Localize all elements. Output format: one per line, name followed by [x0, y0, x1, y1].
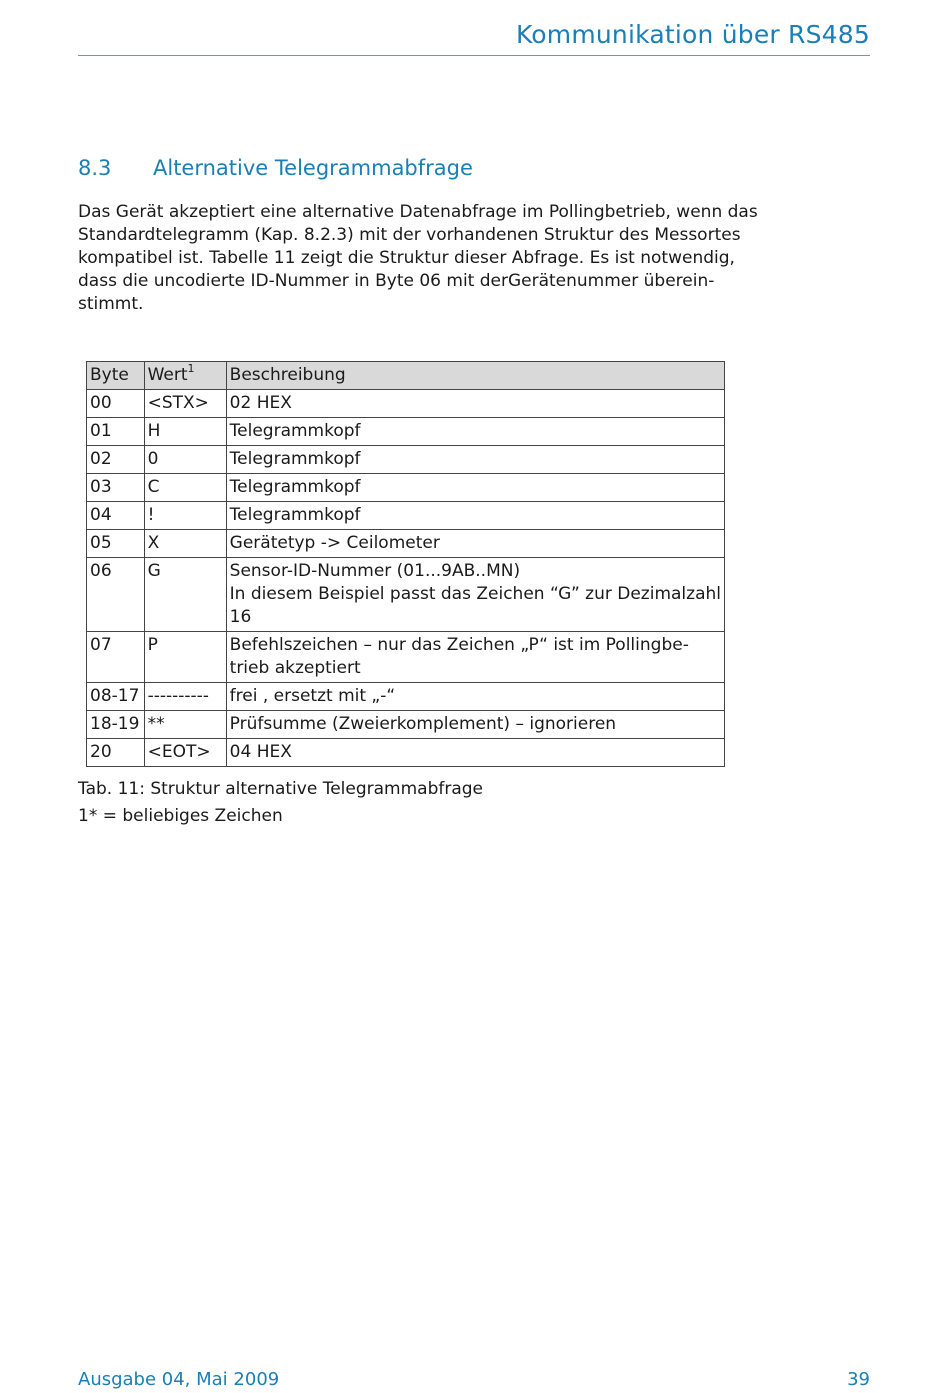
cell-byte: 20 [87, 739, 145, 767]
cell-beschreibung-line: 02 HEX [229, 393, 292, 413]
cell-beschreibung-line: Telegrammkopf [229, 505, 361, 525]
paragraph-line: Das Gerät akzeptiert eine alternative Datenabfrage im Pollingbetrieb, wenn das [78, 202, 758, 222]
cell-beschreibung-line: Telegrammkopf [229, 477, 361, 497]
cell-byte: 18-19 [87, 711, 145, 739]
cell-wert: G [144, 558, 226, 632]
table-row [87, 502, 725, 530]
table-row [87, 558, 725, 632]
page-header-title: Kommunikation über RS485 [515, 20, 870, 49]
section-number: 8.3 [78, 156, 112, 180]
table-row [87, 530, 725, 558]
header-wert [144, 362, 226, 390]
table-footnote: 1* = beliebiges Zeichen [78, 806, 283, 826]
cell-wert: <EOT> [144, 739, 226, 767]
cell-beschreibung [226, 558, 724, 632]
cell-beschreibung-line: Gerätetyp -> Ceilometer [229, 533, 440, 553]
header-beschreibung: Beschreibung [226, 362, 724, 390]
cell-beschreibung [226, 502, 724, 530]
table-caption: Tab. 11: Struktur alternative Telegrammabfrage [78, 779, 484, 799]
cell-beschreibung [226, 530, 724, 558]
cell-beschreibung-line: Prüfsumme (Zweierkomplement) – ignorieren [229, 714, 617, 734]
paragraph-line: Standardtelegramm (Kap. 8.2.3) mit der vorhandenen Struktur des Messortes [78, 225, 741, 245]
cell-beschreibung [226, 418, 724, 446]
cell-byte: 08-17 [87, 683, 145, 711]
cell-beschreibung-line: 16 [229, 607, 252, 627]
table-row [87, 711, 725, 739]
cell-wert: ---------- [144, 683, 226, 711]
paragraph-line: kompatibel ist. Tabelle 11 zeigt die Struktur dieser Abfrage. Es ist notwendig, [78, 248, 735, 268]
cell-byte: 01 [87, 418, 145, 446]
cell-byte: 00 [87, 390, 145, 418]
cell-beschreibung-line: In diesem Beispiel passt das Zeichen “G” zur Dezimalzahl [229, 584, 721, 604]
footer-edition: Ausgabe 04, Mai 2009 [78, 1369, 280, 1390]
table-row [87, 683, 725, 711]
section-title: Alternative Telegrammabfrage [153, 156, 473, 180]
paragraph-line: dass die uncodierte ID-Nummer in Byte 06 mit derGerätenummer überein- [78, 271, 715, 291]
cell-beschreibung [226, 474, 724, 502]
cell-wert: C [144, 474, 226, 502]
header-wert-label: Wert [147, 365, 188, 385]
cell-beschreibung-line: 04 HEX [229, 742, 292, 762]
cell-wert: X [144, 530, 226, 558]
header-byte: Byte [87, 362, 145, 390]
cell-beschreibung [226, 390, 724, 418]
table-row [87, 739, 725, 767]
body-paragraph [78, 201, 758, 316]
cell-wert: <STX> [144, 390, 226, 418]
cell-beschreibung [226, 683, 724, 711]
cell-beschreibung-line: Befehlszeichen – nur das Zeichen „P“ ist im Pollingbe- [229, 635, 689, 655]
cell-byte: 04 [87, 502, 145, 530]
table-row [87, 632, 725, 683]
cell-wert: ** [144, 711, 226, 739]
cell-beschreibung-line: trieb akzeptiert [229, 658, 361, 678]
cell-wert: 0 [144, 446, 226, 474]
table-row [87, 474, 725, 502]
cell-beschreibung [226, 711, 724, 739]
table-header-row [87, 362, 725, 390]
cell-beschreibung-line: frei , ersetzt mit „-“ [229, 686, 396, 706]
footer-page-number: 39 [847, 1369, 870, 1390]
cell-beschreibung-line: Telegrammkopf [229, 421, 361, 441]
cell-beschreibung [226, 446, 724, 474]
table-row [87, 418, 725, 446]
cell-beschreibung-line: Sensor-ID-Nummer (01...9AB..MN) [229, 561, 521, 581]
cell-wert: H [144, 418, 226, 446]
cell-byte: 02 [87, 446, 145, 474]
section-heading [78, 156, 473, 180]
cell-beschreibung [226, 632, 724, 683]
table-row [87, 446, 725, 474]
telegram-structure-table [86, 361, 725, 767]
cell-wert: P [144, 632, 226, 683]
cell-byte: 06 [87, 558, 145, 632]
cell-beschreibung-line: Telegrammkopf [229, 449, 361, 469]
header-wert-footnote-mark: 1 [187, 362, 195, 376]
header-divider [78, 55, 870, 56]
cell-byte: 03 [87, 474, 145, 502]
table-row [87, 390, 725, 418]
cell-byte: 05 [87, 530, 145, 558]
cell-beschreibung [226, 739, 724, 767]
cell-byte: 07 [87, 632, 145, 683]
paragraph-line: stimmt. [78, 294, 144, 314]
cell-wert: ! [144, 502, 226, 530]
